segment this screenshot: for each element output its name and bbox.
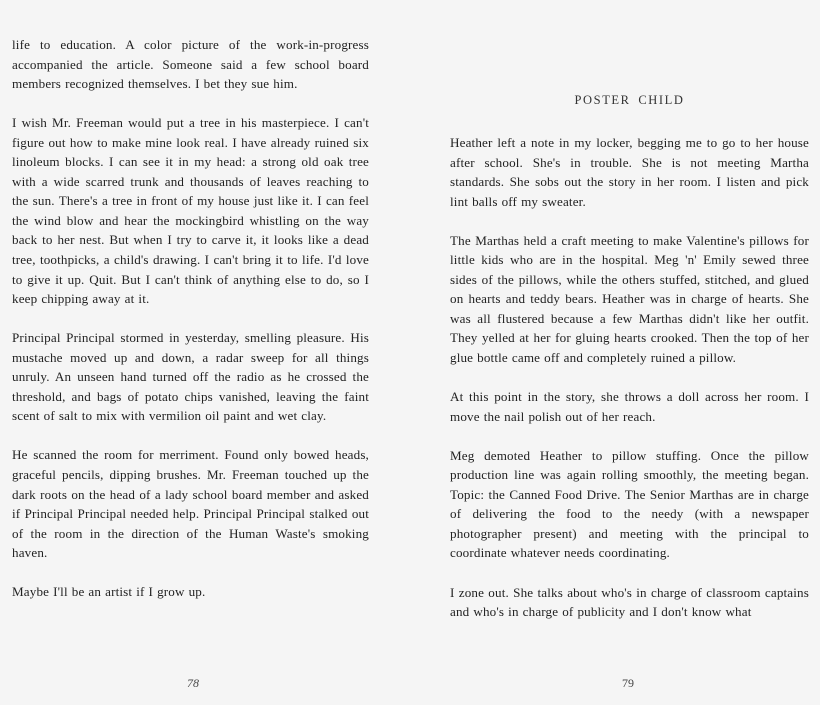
right-page-body	[450, 133, 809, 622]
right-page	[450, 0, 809, 705]
paragraph: Principal Principal stormed in yesterday, smelling pleasure. His mustache moved up and down, a radar sweep for all things unruly. An unseen hand turned off the radio as he crossed the threshold, and bags of potato chips vanished, leaving the faint scent of salt to mix with vermilion oil paint and wet clay.	[12, 330, 369, 424]
paragraph: At this point in the story, she throws a doll across her room. I move the nail polish out of her reach.	[450, 389, 809, 424]
paragraph: I zone out. She talks about who's in charge of classroom captains and who's in charge of publicity and I don't know what	[450, 584, 809, 620]
paragraph: He scanned the room for merriment. Found only bowed heads, graceful pencils, dipping brushes. Mr. Freeman touched up the dark roots on the head of a lady school board member and asked if Principal Principal needed help. Principal Principal stalked out of the room in the direction of the Human Waste's smoking haven.	[12, 447, 369, 561]
paragraph: Heather left a note in my locker, begging me to go to her house after school. She's in trouble. She is not meeting Martha standards. She sobs out the story in her room. I listen and pick lint balls off my sweater.	[450, 135, 809, 209]
paragraph: life to education. A color picture of the work-in-progress accompanied the article. Someone said a few school board members recognized themselves. I bet they sue him.	[12, 37, 369, 92]
left-page	[12, 0, 369, 705]
paragraph: Maybe I'll be an artist if I grow up.	[12, 584, 206, 600]
page-number: 78	[187, 676, 199, 690]
paragraph: Meg demoted Heather to pillow stuffing. Once the pillow production line was again rolling smoothly, the meeting began. Topic: the Canned Food Drive. The Senior Marthas are in charge of delivering the food to the needy (with a newspaper photographer present) and meeting with the principal to coordinate whatever needs coordinating.	[450, 447, 809, 561]
left-page-body	[12, 35, 369, 602]
page-number: 79	[622, 676, 634, 690]
paragraph: The Marthas held a craft meeting to make Valentine's pillows for little kids who are in the hospital. Meg 'n' Emily sewed three sides of the pillows, while the others stuffed, stitched, and glued on hearts and teddy bears. Heather was in charge of hearts. She was all flustered because a few Marthas didn't like her outfit. They yelled at her for gluing hearts crooked. Then the top of her glue bottle came off and completely ruined a pillow.	[450, 232, 809, 366]
chapter-title: POSTER CHILD	[574, 93, 685, 107]
paragraph: I wish Mr. Freeman would put a tree in his masterpiece. I can't figure out how to make mine look real. I have already ruined six linoleum blocks. I can see it in my head: a strong old oak tree with a wide scarred trunk and thousands of leaves reaching to the sun. There's a tree in front of my house just like it. I can feel the wind blow and hear the mockingbird whistling on the way back to her nest. But when I try to carve it, it looks like a dead tree, toothpicks, a child's drawing. I can't bring it to life. I'd love to give it up. Quit. But I can't think of anything else to do, so I keep chipping away at it.	[12, 115, 369, 307]
